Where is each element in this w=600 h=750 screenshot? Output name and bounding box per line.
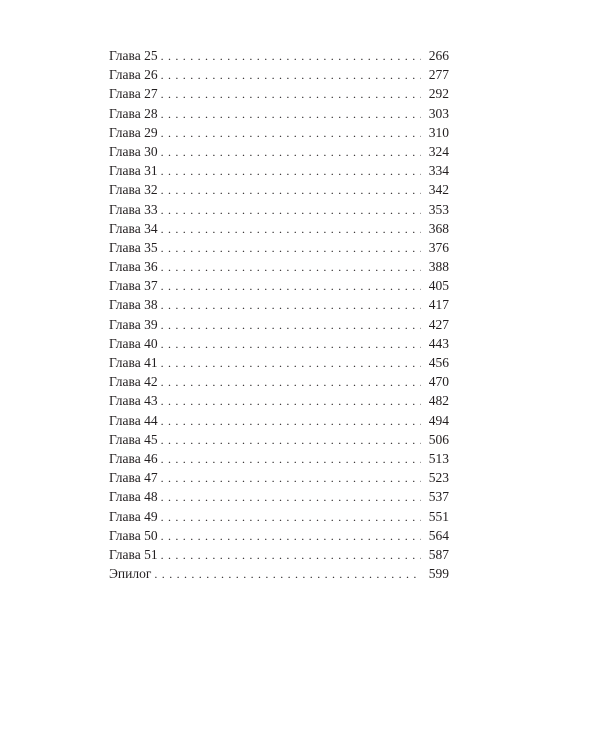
toc-dot-leader — [161, 124, 421, 143]
toc-entry-title: Глава 28 — [109, 105, 158, 121]
toc-dot-leader — [161, 277, 421, 296]
toc-dot-leader — [161, 143, 421, 162]
toc-entry-title: Глава 34 — [109, 220, 158, 236]
toc-entry[interactable] — [109, 507, 449, 526]
toc-entry[interactable] — [109, 487, 449, 506]
toc-dot-leader — [161, 181, 421, 200]
toc-entry-title: Глава 50 — [109, 527, 158, 543]
toc-dot-leader — [161, 47, 421, 66]
toc-dot-leader — [161, 296, 421, 315]
toc-entry-page-number: 266 — [428, 48, 449, 63]
toc-entry[interactable] — [109, 526, 449, 545]
toc-dot-leader — [161, 162, 421, 181]
toc-entry-page-number: 470 — [428, 374, 449, 390]
toc-entry-title: Глава 45 — [109, 431, 158, 447]
toc-entry-page-number: 523 — [428, 470, 449, 486]
toc-entry-page-number: 342 — [428, 182, 449, 198]
toc-dot-leader — [161, 354, 421, 373]
toc-entry-title: Глава 43 — [109, 393, 158, 409]
toc-entry-page-number: 443 — [428, 335, 449, 351]
toc-dot-leader — [161, 527, 421, 546]
toc-dot-leader — [161, 239, 421, 258]
toc-entry[interactable] — [109, 334, 449, 353]
toc-entry-page-number: 324 — [428, 143, 449, 159]
toc-entry-page-number: 537 — [428, 489, 449, 505]
toc-entry[interactable] — [109, 200, 449, 219]
toc-entry[interactable] — [109, 161, 449, 180]
toc-dot-leader — [161, 450, 421, 469]
toc-entry-page-number: 551 — [428, 508, 449, 524]
toc-entry-title: Глава 30 — [109, 143, 158, 159]
toc-entry[interactable] — [109, 468, 449, 487]
toc-entry-page-number: 353 — [428, 201, 449, 217]
toc-entry-page-number: 564 — [428, 527, 449, 543]
toc-entry-page-number: 368 — [428, 220, 449, 236]
toc-entry-title: Глава 46 — [109, 450, 158, 466]
toc-entry-page-number: 417 — [428, 297, 449, 313]
toc-entry-page-number: 277 — [428, 67, 449, 83]
toc-entry-title: Глава 42 — [109, 374, 158, 390]
toc-entry-page-number: 506 — [428, 431, 449, 447]
toc-entry-page-number: 587 — [428, 546, 449, 562]
toc-entry-title: Глава 25 — [109, 48, 158, 63]
toc-entry-title: Глава 39 — [109, 316, 158, 332]
toc-entry-page-number: 303 — [428, 105, 449, 121]
toc-entry-page-number: 334 — [428, 163, 449, 179]
toc-entry-title: Глава 48 — [109, 489, 158, 505]
toc-dot-leader — [161, 85, 421, 104]
toc-entry[interactable] — [109, 295, 449, 314]
toc-dot-leader — [161, 488, 421, 507]
toc-entry[interactable] — [109, 564, 449, 583]
toc-entry[interactable] — [109, 123, 449, 142]
toc-dot-leader — [161, 66, 421, 85]
toc-entry-title: Глава 36 — [109, 259, 158, 275]
toc-entry[interactable] — [109, 545, 449, 564]
toc-dot-leader — [161, 105, 421, 124]
toc-dot-leader — [161, 508, 421, 527]
toc-entry[interactable] — [109, 449, 449, 468]
toc-dot-leader — [161, 335, 421, 354]
toc-entry-page-number: 427 — [428, 316, 449, 332]
toc-entry[interactable] — [109, 430, 449, 449]
toc-entry-title: Глава 41 — [109, 355, 158, 370]
toc-dot-leader — [161, 220, 421, 239]
toc-dot-leader — [161, 201, 421, 220]
toc-entry-page-number: 513 — [428, 450, 449, 466]
toc-entry-title: Глава 44 — [109, 412, 158, 428]
toc-entry-title: Глава 31 — [109, 163, 158, 179]
toc-entry-page-number: 388 — [428, 259, 449, 275]
toc-entry-title: Глава 33 — [109, 201, 158, 217]
toc-entry-page-number: 456 — [428, 355, 449, 370]
toc-dot-leader — [161, 412, 421, 431]
toc-entry-page-number: 376 — [428, 239, 449, 255]
toc-entry-title: Глава 35 — [109, 239, 158, 255]
toc-entry[interactable] — [109, 46, 449, 65]
toc-dot-leader — [161, 258, 421, 277]
toc-entry[interactable] — [109, 372, 449, 391]
toc-entry-title: Глава 26 — [109, 67, 158, 83]
toc-entry-title: Глава 47 — [109, 470, 158, 486]
toc-entry-page-number: 310 — [428, 124, 449, 140]
toc-entry-page-number: 482 — [428, 393, 449, 409]
toc-dot-leader — [161, 392, 421, 411]
toc-entry-title: Глава 49 — [109, 508, 158, 524]
toc-entry[interactable] — [109, 238, 449, 257]
toc-entry-page-number: 292 — [428, 86, 449, 102]
toc-entry-page-number: 599 — [428, 566, 449, 582]
toc-dot-leader — [154, 565, 421, 584]
toc-entry-title: Глава 32 — [109, 182, 158, 198]
toc-dot-leader — [161, 373, 421, 392]
toc-entry[interactable] — [109, 180, 449, 199]
toc-entry-page-number: 405 — [428, 278, 449, 294]
toc-entry[interactable] — [109, 142, 449, 161]
table-of-contents — [109, 46, 449, 583]
toc-entry[interactable] — [109, 353, 449, 372]
toc-entry-title: Эпилог — [109, 566, 152, 582]
toc-entry[interactable] — [109, 391, 449, 410]
toc-entry[interactable] — [109, 276, 449, 295]
toc-entry[interactable] — [109, 411, 449, 430]
toc-dot-leader — [161, 316, 421, 335]
toc-entry[interactable] — [109, 257, 449, 276]
toc-entry[interactable] — [109, 315, 449, 334]
toc-entry-title: Глава 38 — [109, 297, 158, 313]
toc-entry[interactable] — [109, 65, 449, 84]
toc-entry[interactable] — [109, 104, 449, 123]
toc-entry-title: Глава 37 — [109, 278, 158, 294]
toc-entry-title: Глава 27 — [109, 86, 158, 102]
toc-dot-leader — [161, 469, 421, 488]
toc-entry-title: Глава 51 — [109, 546, 158, 562]
toc-dot-leader — [161, 546, 421, 565]
toc-entry-title: Глава 40 — [109, 335, 158, 351]
toc-dot-leader — [161, 431, 421, 450]
toc-entry-page-number: 494 — [428, 412, 449, 428]
toc-entry[interactable] — [109, 219, 449, 238]
toc-entry[interactable] — [109, 84, 449, 103]
toc-entry-title: Глава 29 — [109, 124, 158, 140]
